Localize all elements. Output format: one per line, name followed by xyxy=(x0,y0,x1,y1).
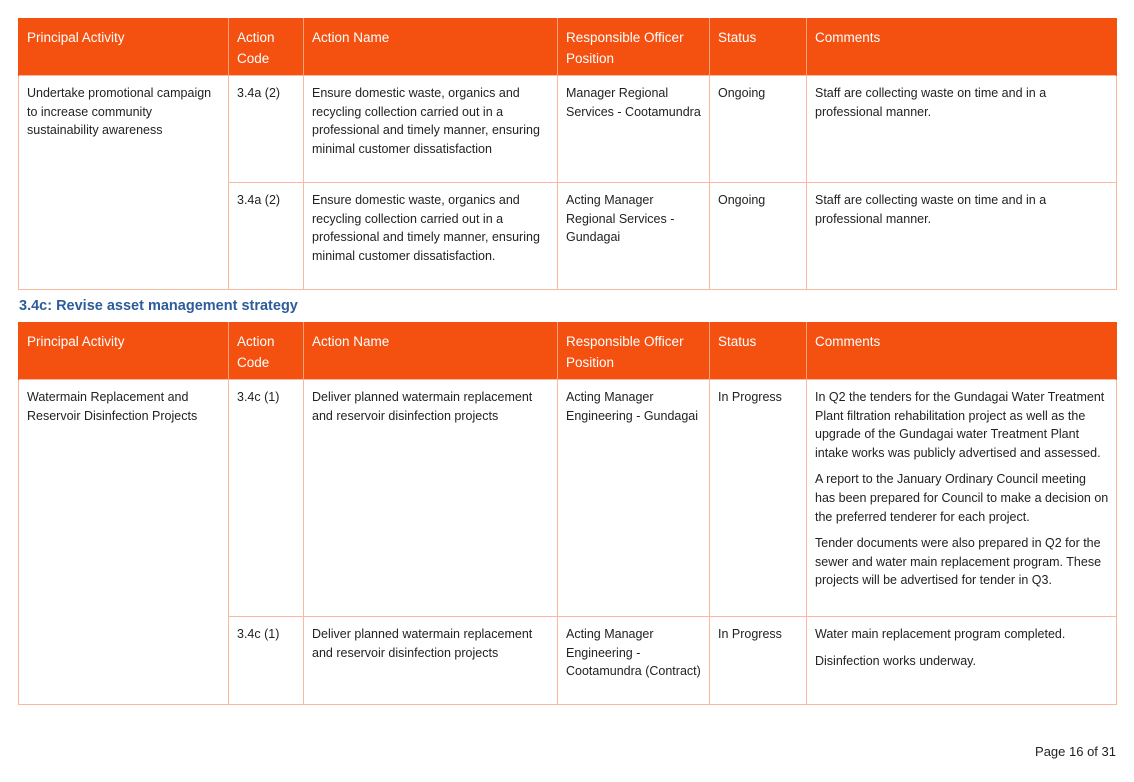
action-code-cell: 3.4c (1) xyxy=(229,617,304,705)
comments-cell xyxy=(807,183,1117,290)
header-comments: Comments xyxy=(807,322,1117,380)
header-action-code: Action Code xyxy=(229,322,304,380)
status-cell: In Progress xyxy=(710,617,807,705)
comment-paragraph: In Q2 the tenders for the Gundagai Water Treatment Plant filtration rehabilitation project as well as the upgrade of the Gundagai water Treatment Plant intake works was publicly advertised and assessed. xyxy=(815,390,1105,460)
comment-paragraph: Disinfection works underway. xyxy=(815,653,976,668)
status-cell: Ongoing xyxy=(710,183,807,290)
comments-cell xyxy=(807,380,1117,617)
table-header-row xyxy=(19,322,1117,380)
officer-cell: Acting Manager Engineering - Gundagai xyxy=(558,380,710,617)
status-cell: In Progress xyxy=(710,380,807,617)
header-responsible-officer: Responsible Officer Position xyxy=(558,322,710,380)
header-action-name: Action Name xyxy=(304,18,558,76)
table-row xyxy=(19,380,1117,617)
table-row xyxy=(19,76,1117,183)
header-responsible-officer: Responsible Officer Position xyxy=(558,18,710,76)
header-status: Status xyxy=(710,18,807,76)
action-code-cell: 3.4a (2) xyxy=(229,183,304,290)
status-cell: Ongoing xyxy=(710,76,807,183)
comments-cell xyxy=(807,617,1117,705)
comment-paragraph: Water main replacement program completed. xyxy=(815,627,1066,641)
header-action-code: Action Code xyxy=(229,18,304,76)
actions-table-3-4a xyxy=(18,18,1117,290)
header-principal-activity: Principal Activity xyxy=(19,18,229,76)
action-name-cell: Ensure domestic waste, organics and recycling collection carried out in a professional and timely manner, ensuring minimal customer dissatisfaction xyxy=(304,76,558,183)
comments-cell xyxy=(807,76,1117,183)
header-principal-activity: Principal Activity xyxy=(19,322,229,380)
action-name-cell: Deliver planned watermain replacement and reservoir disinfection projects xyxy=(304,380,558,617)
actions-table-3-4c xyxy=(18,322,1117,705)
officer-cell: Acting Manager Engineering - Cootamundra (Contract) xyxy=(558,617,710,705)
section-heading: 3.4c: Revise asset management strategy xyxy=(19,298,298,314)
comment-paragraph: A report to the January Ordinary Council meeting has been prepared for Council to make a decision on the preferred tenderer for each project. xyxy=(815,472,1109,524)
action-name-cell: Ensure domestic waste, organics and recycling collection carried out in a professional and timely manner, ensuring minimal customer dissatisfaction. xyxy=(304,183,558,290)
principal-activity-cell: Watermain Replacement and Reservoir Disinfection Projects xyxy=(19,380,229,705)
comment-paragraph: Tender documents were also prepared in Q2 for the sewer and water main replacement program. These projects will be advertised for tender in Q3. xyxy=(815,536,1102,588)
action-code-cell: 3.4a (2) xyxy=(229,76,304,183)
header-action-name: Action Name xyxy=(304,322,558,380)
principal-activity-cell: Undertake promotional campaign to increase community sustainability awareness xyxy=(19,76,229,290)
header-comments: Comments xyxy=(807,18,1117,76)
officer-cell: Acting Manager Regional Services - Gundagai xyxy=(558,183,710,290)
table-header-row xyxy=(19,18,1117,76)
officer-cell: Manager Regional Services - Cootamundra xyxy=(558,76,710,183)
header-status: Status xyxy=(710,322,807,380)
action-name-cell: Deliver planned watermain replacement and reservoir disinfection projects xyxy=(304,617,558,705)
comment-paragraph: Staff are collecting waste on time and in a professional manner. xyxy=(815,193,1047,226)
page-number: Page 16 of 31 xyxy=(1035,744,1116,759)
action-code-cell: 3.4c (1) xyxy=(229,380,304,617)
comment-paragraph: Staff are collecting waste on time and in a professional manner. xyxy=(815,86,1047,119)
